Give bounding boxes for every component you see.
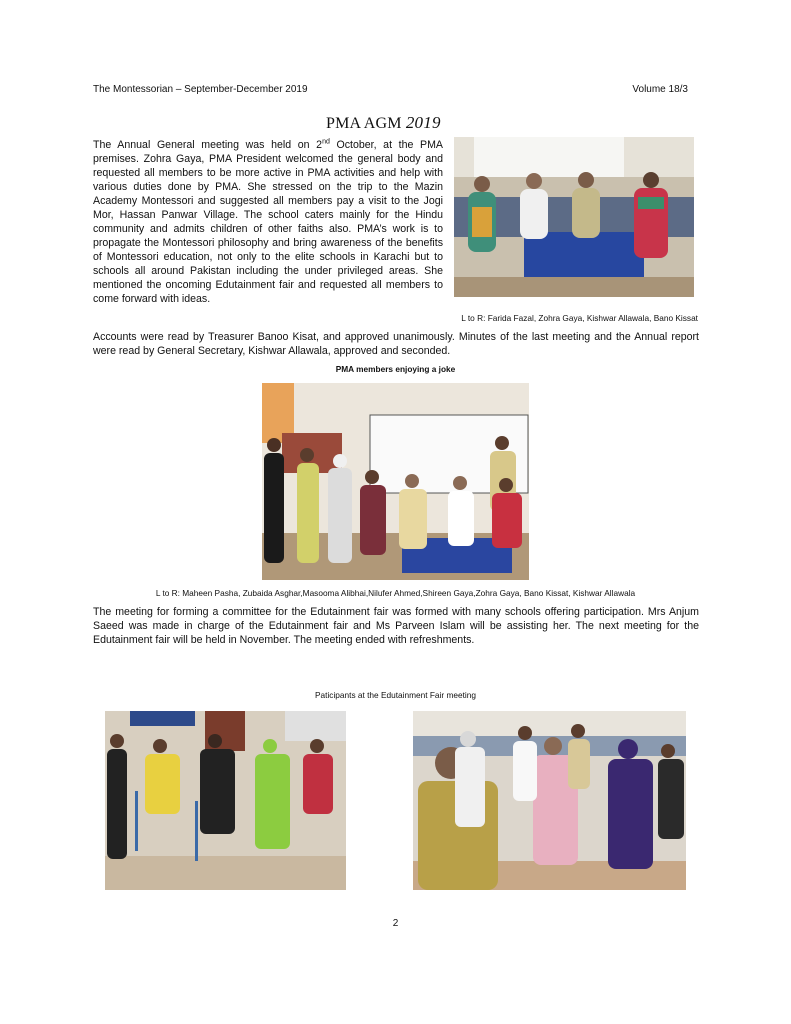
article-title-text: PMA AGM: [326, 115, 406, 132]
participants-photo-right-image: [413, 711, 686, 890]
intro-text-start: The Annual General meeting was held on 2: [93, 139, 323, 151]
participants-photo-right: [413, 711, 686, 890]
intro-paragraph: [93, 138, 443, 306]
page-number: 2: [392, 918, 399, 929]
panel-photo: [454, 137, 694, 297]
article-title-year: 2019: [405, 113, 441, 132]
intro-text-rest: October, at the PMA premises. Zohra Gaya, PMA President welcomed the general body and requested all members to be more active in PMA activities and help with various duties done by PMA. She stressed on the trip to the Mazin Academy Montessori and suggested all members pay a visit to the Jogi Mor, Hassan Panwar Village. The school caters mainly for the Hindu community and admits children of other faiths also. PMA’s work is to propagate the Montessori philosophy and bring awareness of the benefits of Montessori education, not only to the elite schools in Karachi but to schools all around Pakistan including the under privileged areas. She mentioned the oncoming Edutainment fair and requested all members to come forward with ideas.: [93, 139, 443, 305]
running-header-title: The Montessorian – September-December 2019: [93, 84, 308, 95]
participants-photo-left-image: [105, 711, 346, 890]
group-photo: [262, 383, 529, 580]
ordinal-suffix: nd: [322, 138, 330, 146]
panel-photo-caption: L to R: Farida Fazal, Zohra Gaya, Kishwar Allawala, Bano Kissat: [461, 313, 698, 323]
panel-photo-image: [454, 137, 694, 297]
article-title: [326, 113, 441, 133]
joke-photo-heading: PMA members enjoying a joke: [335, 364, 456, 374]
running-header-volume: Volume 18/3: [632, 84, 688, 95]
group-photo-caption: L to R: Maheen Pasha, Zubaida Asghar,Masooma Alibhai,Nilufer Ahmed,Shireen Gaya,Zohra Gaya, Bano Kissat, Kishwar Allawala: [155, 588, 636, 598]
accounts-paragraph: Accounts were read by Treasurer Banoo Kisat, and approved unanimously. Minutes of the last meeting and the Annual report were read by General Secretary, Kishwar Allawala, approved and seconded.: [93, 331, 699, 357]
committee-paragraph: The meeting for forming a committee for the Edutainment fair was formed with many schools offering participation. Mrs Anjum Saeed was made in charge of the Edutainment fair and Ms Parveen Islam will be assisting her. The next meeting for the Edutainment fair will be held in November. The meeting ended with refreshments.: [93, 606, 699, 646]
fair-photos-caption: Paticipants at the Edutainment Fair meeting: [315, 690, 476, 700]
participants-photo-left: [105, 711, 346, 890]
group-photo-image: [262, 383, 529, 580]
